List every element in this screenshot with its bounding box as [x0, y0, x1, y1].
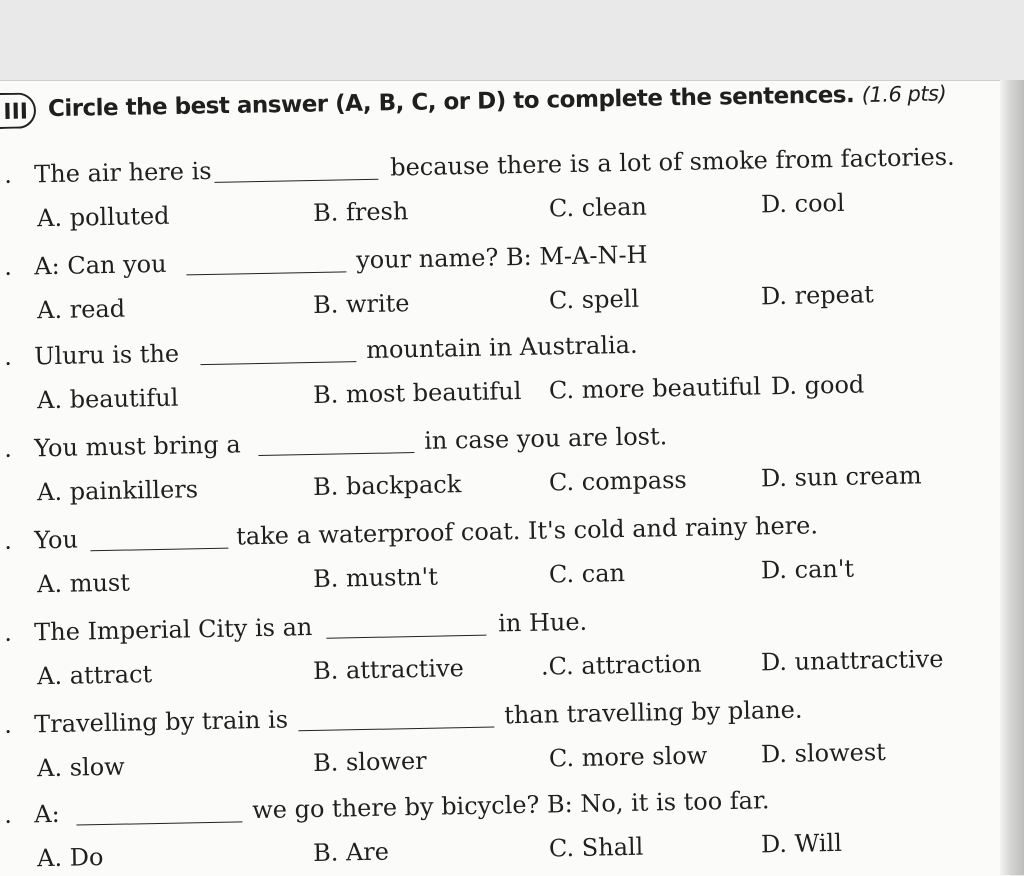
question-text-after: take a waterproof coat. It's cold and rainy here. [235, 511, 819, 551]
section-heading [0, 80, 1010, 137]
question-text-after: in case you are lost. [423, 422, 668, 455]
option-b[interactable]: B. Are [312, 837, 390, 867]
option-d[interactable]: D. repeat [760, 280, 875, 311]
option-a[interactable]: A. attract [36, 660, 153, 691]
answer-blank[interactable] [214, 179, 378, 183]
option-d[interactable]: D. can't [760, 554, 855, 585]
option-b[interactable]: B. write [312, 289, 410, 319]
option-c[interactable]: C. clean [548, 192, 648, 223]
answer-blank[interactable] [326, 635, 486, 639]
option-a[interactable]: A. beautiful [36, 383, 179, 415]
answer-blank[interactable] [298, 727, 494, 732]
option-a[interactable]: A. painkillers [36, 475, 199, 507]
question-text-after: your name? B: M-A-N-H [355, 240, 648, 275]
question-number: . [3, 160, 13, 189]
answer-blank[interactable] [258, 452, 414, 456]
question-number: . [3, 252, 13, 281]
question-text-after: because there is a lot of smoke from factories. [389, 142, 955, 182]
option-a[interactable]: A. must [36, 568, 131, 599]
question-text-before: The Imperial City is an [33, 613, 313, 647]
option-c[interactable]: C. more beautiful [548, 372, 762, 405]
option-b[interactable]: B. fresh [312, 197, 409, 227]
question-number: . [3, 710, 13, 739]
option-d[interactable]: D. sun cream [760, 461, 922, 493]
question-text-after: in Hue. [497, 607, 588, 638]
option-c[interactable]: .C. attraction [540, 649, 702, 681]
instruction-text: Circle the best answer (A, B, C, or D) to complete the sentences. [47, 82, 855, 123]
question-text-after: mountain in Australia. [365, 330, 638, 364]
option-b[interactable]: B. slower [312, 746, 427, 777]
question-text-before: You must bring a [33, 430, 241, 463]
option-d[interactable]: D. slowest [760, 738, 887, 769]
option-b[interactable]: B. backpack [312, 470, 462, 501]
option-a[interactable]: A. read [36, 294, 126, 325]
question-text-after: we go there by bicycle? B: No, it is too far. [251, 786, 770, 825]
worksheet-page [0, 80, 1010, 876]
option-b[interactable]: B. most beautiful [312, 377, 522, 409]
question-number: . [3, 342, 13, 371]
option-d[interactable]: D. unattractive [760, 644, 944, 677]
question-number: . [3, 800, 13, 829]
question-text-before: A: [33, 799, 60, 829]
option-c[interactable]: C. more slow [548, 741, 708, 773]
question-text-before: The air here is [33, 156, 212, 189]
option-d[interactable]: D. cool [760, 188, 845, 219]
section-number: III [0, 92, 36, 129]
option-b[interactable]: B. mustn't [312, 562, 439, 593]
question-text-before: Travelling by train is [33, 705, 289, 739]
option-c[interactable]: C. spell [548, 284, 640, 315]
option-b[interactable]: B. attractive [312, 654, 465, 685]
option-a[interactable]: A. Do [36, 843, 104, 873]
question-text-after: than travelling by plane. [503, 695, 803, 730]
option-c[interactable]: C. compass [548, 465, 687, 497]
option-c[interactable]: C. Shall [548, 832, 644, 863]
points-label: (1.6 pts) [861, 81, 947, 107]
option-d[interactable]: D. Will [760, 828, 843, 859]
question-text-before: Uluru is the [33, 339, 180, 371]
answer-blank[interactable] [90, 548, 228, 552]
question-number: . [3, 618, 13, 647]
option-a[interactable]: A. slow [36, 752, 125, 783]
option-a[interactable]: A. polluted [36, 201, 170, 233]
answer-blank[interactable] [186, 271, 346, 275]
question-number: . [3, 526, 13, 555]
page-edge-shadow [1000, 80, 1024, 875]
question-text-before: A: Can you [33, 249, 167, 281]
question-number: . [3, 434, 13, 463]
answer-blank[interactable] [200, 361, 356, 365]
answer-blank[interactable] [76, 821, 242, 825]
option-d[interactable]: D. good [770, 370, 865, 401]
option-c[interactable]: C. can [548, 559, 626, 589]
question-text-before: You [33, 525, 79, 555]
